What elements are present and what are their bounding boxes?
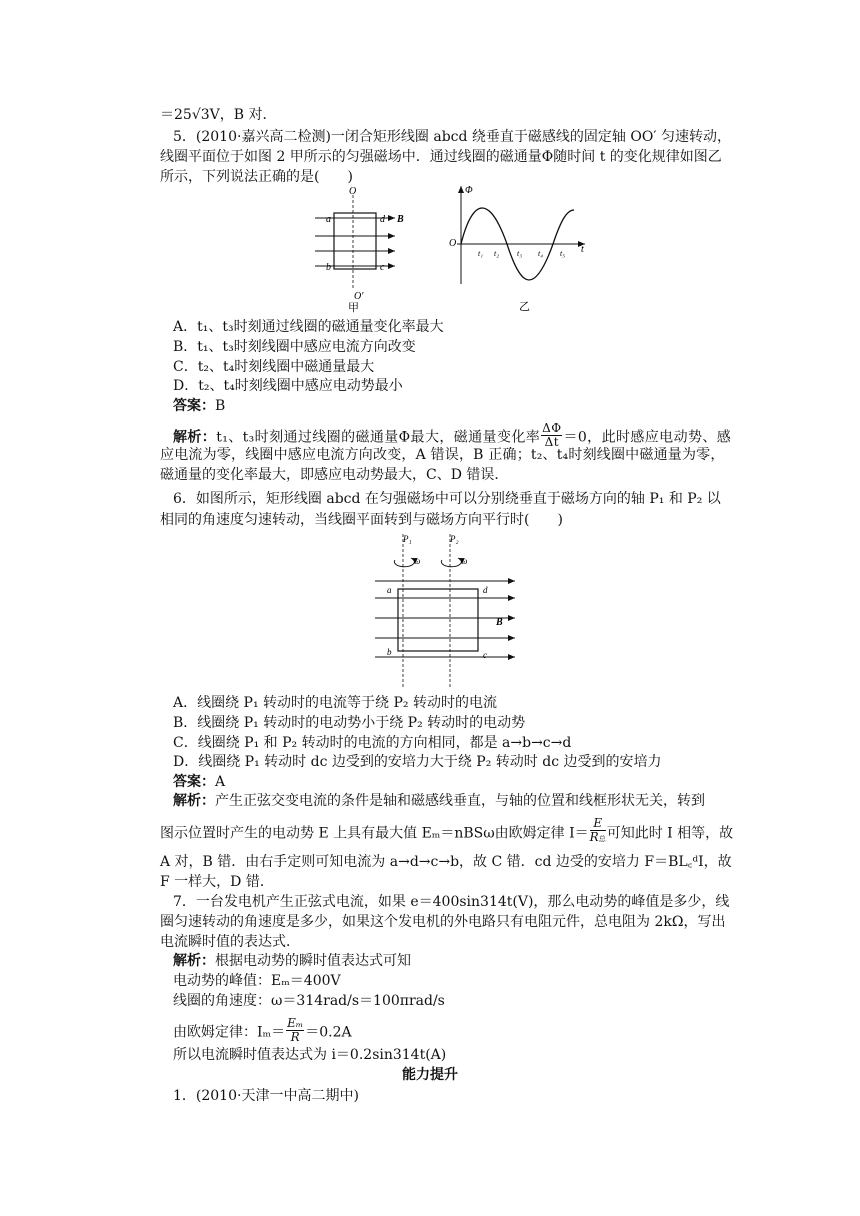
option-c: C．线圈绕 P₁ 和 P₂ 转动时的电流的方向相同，都是 a→b→c→d — [173, 735, 572, 751]
text-line: ＝25√3V，B 对． — [160, 107, 277, 123]
field-label-b: B — [496, 617, 503, 628]
tick-label-t3: t₃ — [517, 249, 523, 258]
question-6-line: 相同的角速度匀速转动，当线圈平面转到与磁场方向平行时( ) — [160, 512, 563, 528]
explanation-line: 线圈的角速度：ω＝314rad/s＝100πrad/s — [173, 993, 445, 1009]
corner-label-c: c — [380, 262, 385, 273]
question-7-line: 圈匀速转动的角速度是多少，如果这个发电机的外电路只有电阻元件，总电阻为 2kΩ，写出 — [160, 914, 726, 930]
option-d: D．t₂、t₄时刻线圈中感应电动势最小 — [173, 378, 403, 394]
explanation-label: 解析： — [173, 429, 217, 446]
question-5-line: 5．(2010·嘉兴高二检测)一闭合矩形线圈 abcd 绕垂直于磁感线的固定轴 OO′ 匀速转动， — [173, 129, 731, 145]
figure-coil-in-field — [300, 185, 430, 315]
option-b: B．线圈绕 P₁ 转动时的电动势小于绕 P₂ 转动时的电动势 — [173, 715, 526, 731]
tick-label-t5: t₅ — [560, 249, 566, 258]
question-7-line: 7．一台发电机产生正弦式电流，如果 e＝400sin314t(V)，那么电动势的峰值是多少，线 — [173, 894, 730, 910]
explanation-label: 解析： — [173, 793, 215, 809]
tick-label-t4: t₄ — [538, 249, 544, 258]
option-d: D．线圈绕 P₁ 转动时 dc 边受到的安培力大于绕 P₂ 转动时 dc 边受到的安培力 — [173, 754, 662, 770]
figure-caption: 甲 — [348, 302, 359, 314]
axis-label-t: t — [581, 244, 584, 255]
answer-value: B — [215, 398, 226, 414]
answer-label: 答案： — [173, 398, 215, 414]
answer-value: A — [215, 774, 226, 790]
answer-label: 答案： — [173, 774, 215, 790]
answer-line — [173, 773, 225, 791]
corner-label-d: d — [483, 585, 488, 595]
omega-label: ω — [461, 556, 468, 566]
axis-label-phi: Φ — [465, 185, 473, 196]
section-heading: 能力提升 — [402, 1067, 458, 1083]
corner-label-d: d — [380, 214, 385, 225]
tick-label-t1: t₁ — [478, 249, 484, 258]
explanation-line: 磁通量的变化率最大，即感应电动势最大，C、D 错误． — [160, 467, 509, 483]
explanation-line: 所以电流瞬时值表达式为 i＝0.2sin314t(A) — [173, 1047, 447, 1063]
explanation-line: 应电流为零，线圈中感应电流方向改变，A 错误，B 正确；t₂、t₄时刻线圈中磁通量为零， — [160, 447, 725, 463]
figure-coil-two-axes — [365, 532, 525, 690]
corner-label-a: a — [326, 214, 331, 225]
explanation-line: F 一样大，D 错． — [160, 874, 274, 890]
question-7-line: 电流瞬时值的表达式． — [160, 934, 300, 950]
explanation-line: 解析：t₁、t₃时刻通过线圈的磁通量Φ最大，磁通量变化率 $\frac{\Delta\Phi}{\Delta t}$ ＝0，此时感应电动势、感 — [173, 421, 732, 449]
option-a: A．t₁、t₃时刻通过线圈的磁通量变化率最大 — [173, 319, 444, 335]
fraction: E R总 — [589, 816, 606, 844]
corner-label-b: b — [387, 647, 392, 657]
option-b: B．t₁、t₃时刻线圈中感应电流方向改变 — [173, 339, 416, 355]
axis-label-p1: P₁ — [403, 534, 412, 544]
corner-label-a: a — [387, 585, 392, 595]
tick-label-t2: t₂ — [494, 249, 500, 258]
corner-label-c: c — [483, 650, 487, 660]
corner-label-b: b — [326, 262, 331, 273]
question-5-line: 所示，下列说法正确的是( ) — [160, 169, 353, 185]
explanation-line: 电动势的峰值：Eₘ＝400V — [173, 973, 341, 989]
question-line: 1．(2010·天津一中高二期中) — [173, 1088, 359, 1104]
option-c: C．t₂、t₄时刻线圈中磁通量最大 — [173, 359, 375, 375]
omega-label: ω — [414, 556, 421, 566]
fraction: $\frac{\text{Eₘ}}{R}$ — [287, 1016, 304, 1044]
answer-line — [173, 397, 225, 415]
explanation-line: A 对，B 错．由右手定则可知电流为 a→d→c→b，故 C 错．cd 边受的安培力 F＝BL꜀ᵈI，故 — [160, 854, 732, 870]
explanation-label: 解析： — [173, 953, 215, 969]
option-a: A．线圈绕 P₁ 转动时的电流等于绕 P₂ 转动时的电流 — [173, 695, 497, 711]
origin-label: O — [449, 238, 457, 249]
explanation-line: 解析：根据电动势的瞬时值表达式可知 — [173, 953, 411, 969]
explanation-line: 由欧姆定律：Iₘ＝ $\frac{\text{Eₘ}}{R}$ ＝0.2A — [173, 1016, 352, 1044]
question-6-line: 6．如图所示，矩形线圈 abcd 在匀强磁场中可以分别绕垂直于磁场方向的轴 P₁ 和 P₂ 以 — [173, 491, 721, 507]
axis-label-o-prime: O′ — [354, 291, 364, 302]
axis-label-p2: P₂ — [450, 534, 459, 544]
explanation-line: 解析：产生正弦交变电流的条件是轴和磁感线垂直，与轴的位置和线框形状无关，转到 — [173, 793, 705, 809]
axis-label-o: O — [349, 186, 357, 197]
question-5-line: 线圈平面位于如图 2 甲所示的匀强磁场中．通过线圈的磁通量Φ随时间 t 的变化规律如图乙 — [160, 149, 722, 165]
explanation-line: 图示位置时产生的电动势 E 上具有最大值 Eₘ＝nBSω由欧姆定律 I＝ E R总 可知此时 I 相等，故 — [160, 816, 734, 844]
fraction: $\frac{\Delta\Phi}{\Delta t}$ — [542, 421, 562, 449]
figure-flux-time-graph — [445, 180, 595, 315]
figure-caption: 乙 — [519, 301, 530, 313]
field-label-b: B — [397, 214, 404, 225]
